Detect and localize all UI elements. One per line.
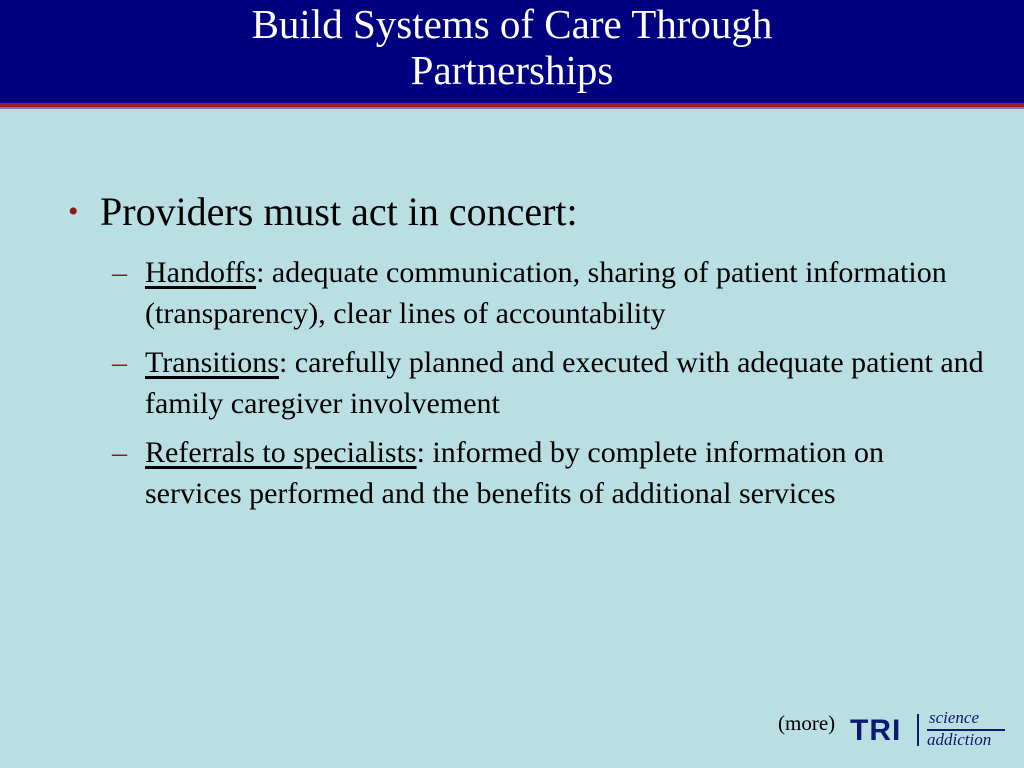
slide-title-line-1: Build Systems of Care Through: [251, 1, 773, 47]
title-divider-shadow: [0, 107, 1024, 109]
logo-science-text: science: [929, 708, 980, 727]
sub-bullet-description: : carefully planned and executed with adequate patient and family caregiver involvement: [145, 346, 984, 420]
tri-logo: [850, 708, 1010, 752]
sub-bullet-text: [145, 252, 988, 334]
slide-title: [0, 0, 1024, 93]
sub-bullet-term: Handoffs: [145, 256, 257, 289]
sub-bullet-description: : informed by complete information on services performed and the benefits of additional services: [145, 436, 884, 510]
dash-icon: –: [112, 346, 127, 379]
more-indicator: (more): [778, 711, 836, 735]
sub-bullet-transitions: [112, 342, 988, 424]
bullet-text: Providers must act in concert:: [100, 189, 578, 234]
sub-bullet-handoffs: [112, 252, 988, 334]
logo-addiction-text: addiction: [927, 730, 992, 749]
logo-divider: [917, 714, 919, 746]
slide-body: [68, 188, 988, 522]
sub-bullet-referrals: [112, 432, 988, 514]
bullet-icon: •: [68, 195, 79, 228]
dash-icon: –: [112, 256, 127, 289]
logo-tri-text: TRI: [850, 714, 902, 747]
sub-bullet-text: [145, 342, 988, 424]
sub-bullet-description: : adequate communication, sharing of patient information (transparency), clear lines of accountability: [145, 256, 947, 330]
sub-bullet-term: Transitions: [145, 346, 279, 379]
sub-bullet-text: [145, 432, 988, 514]
bullet-item: [68, 188, 988, 236]
sub-bullet-list: [112, 252, 988, 514]
sub-bullet-term: Referrals to specialists: [145, 436, 417, 469]
dash-icon: –: [112, 436, 127, 469]
slide-title-line-2: Partnerships: [410, 47, 614, 93]
